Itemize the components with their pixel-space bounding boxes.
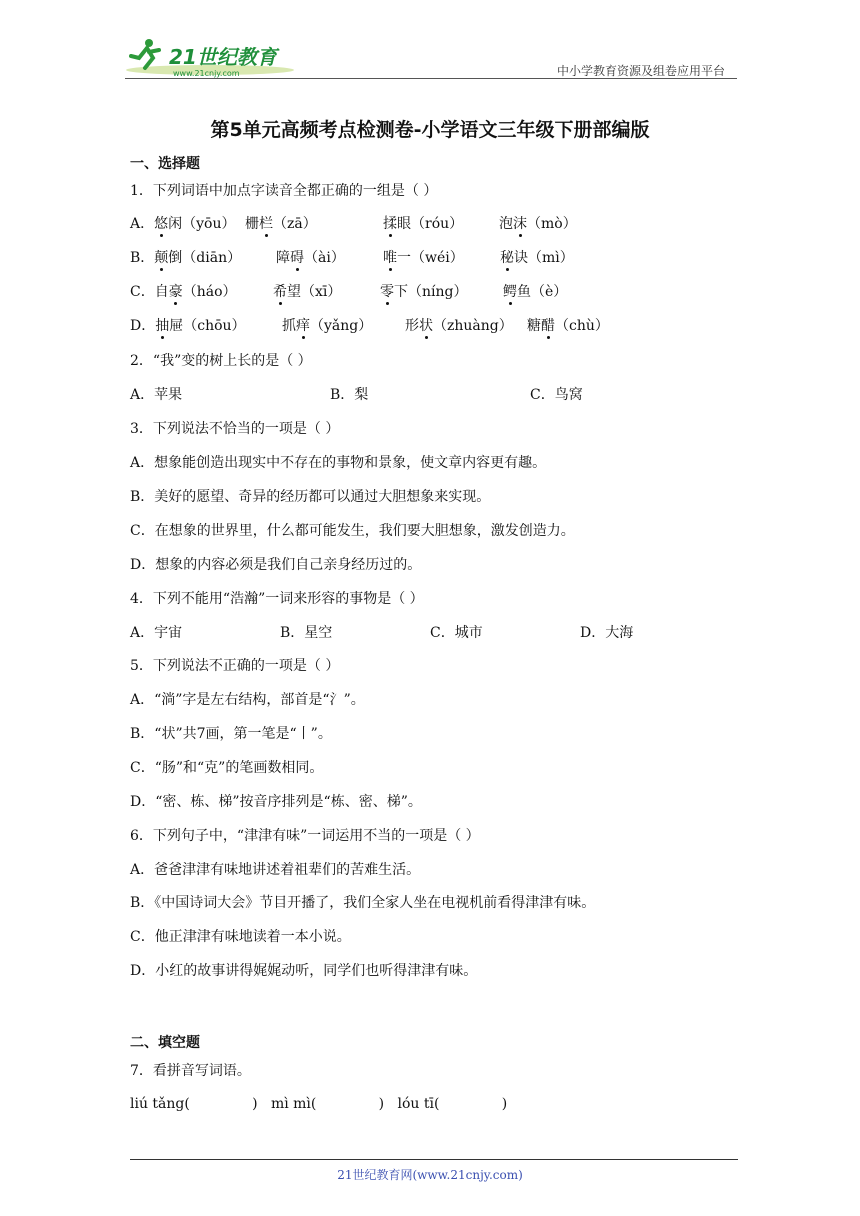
q6-option-c: C．他正津津有味地读着一本小说。 — [130, 929, 351, 945]
q3-stem: 3．下列说法不恰当的一项是（ ） — [130, 421, 340, 437]
q4-option-d: D．大海 — [580, 625, 634, 641]
q4-option-b: B．星空 — [280, 625, 333, 641]
footer-divider — [130, 1159, 738, 1160]
q4-option-a: A．宇宙 — [130, 625, 183, 641]
q1-option-c4: 鳄鱼（è） — [503, 284, 568, 300]
q6-option-b: B．《中国诗词大会》节目开播了，我们全家人坐在电视机前看得津津有味。 — [130, 895, 596, 911]
q1-option-d2: 抓痒（yǎng） — [282, 318, 373, 334]
section-choice: 一、选择题 — [130, 156, 200, 172]
q1-option-b2: 障碍（ài） — [276, 250, 345, 266]
q1-stem: 1．下列词语中加点字读音全都正确的一组是（ ） — [130, 183, 438, 199]
q1-option-d4: 糖醋（chù） — [527, 318, 609, 334]
q1-option-c1: C．自豪（háo） — [130, 284, 237, 300]
q1-option-d3: 形状（zhuàng） — [405, 318, 513, 334]
footer-text: 21世纪教育网(www.21cnjy.com) — [337, 1168, 523, 1182]
q1-option-c2: 希望（xī） — [273, 284, 342, 300]
q1-option-c3: 零下（níng） — [380, 284, 468, 300]
q6-option-d: D．小红的故事讲得娓娓动听，同学们也听得津津有味。 — [130, 963, 478, 979]
q4-stem: 4．下列不能用“浩瀚”一词来形容的事物是（ ） — [130, 591, 424, 607]
header-divider — [125, 78, 737, 79]
q2-option-c: C．鸟窝 — [530, 387, 583, 403]
q3-option-d: D．想象的内容必须是我们自己亲身经历过的。 — [130, 557, 422, 573]
q7-stem: 7．看拼音写词语。 — [130, 1063, 251, 1079]
q4-option-c: C．城市 — [430, 625, 483, 641]
q2-stem: 2．“我”变的树上长的是（ ） — [130, 353, 312, 369]
page-header — [125, 30, 737, 80]
q2-option-b: B．梨 — [330, 387, 369, 403]
section-fill: 二、填空题 — [130, 1035, 200, 1051]
q1-option-a1: A．悠闲（yōu） — [130, 216, 236, 232]
q1-option-b3: 唯一（wéi） — [383, 250, 464, 266]
q1-option-a4: 泡沫（mò） — [499, 216, 577, 232]
q5-option-b: B．“状”共7画，第一笔是“丨”。 — [130, 726, 332, 742]
q7-pinyin-line: liú tǎng( ) mì mì( ) lóu tī( ) — [130, 1096, 508, 1112]
logo-21cnjy — [125, 34, 295, 78]
page-title: 第5单元高频考点检测卷-小学语文三年级下册部编版 — [210, 119, 650, 141]
q1-option-b4: 秘诀（mì） — [500, 250, 574, 266]
logo-url: www.21cnjy.com — [173, 69, 240, 78]
q2-option-a: A．苹果 — [130, 387, 183, 403]
q5-option-a: A．“淌”字是左右结构，部首是“氵”。 — [130, 692, 365, 708]
q5-option-d: D．“密、栋、梯”按音序排列是“栋、密、梯”。 — [130, 794, 422, 810]
q1-option-b1: B．颠倒（diān） — [130, 250, 242, 266]
q3-option-b: B．美好的愿望、奇异的经历都可以通过大胆想象来实现。 — [130, 489, 491, 505]
q3-option-a: A．想象能创造出现实中不存在的事物和景象，使文章内容更有趣。 — [130, 455, 547, 471]
q3-option-c: C．在想象的世界里，什么都可能发生，我们要大胆想象，激发创造力。 — [130, 523, 575, 539]
logo-text: 21世纪教育 — [169, 45, 277, 69]
q1-option-a3: 揉眼（róu） — [383, 216, 464, 232]
q6-option-a: A．爸爸津津有味地讲述着祖辈们的苦难生活。 — [130, 862, 421, 878]
q5-stem: 5．下列说法不正确的一项是（ ） — [130, 658, 340, 674]
q6-stem: 6．下列句子中，“津津有味”一词运用不当的一项是（ ） — [130, 828, 480, 844]
q1-option-d1: D．抽屉（chōu） — [130, 318, 246, 334]
platform-name: 中小学教育资源及组卷应用平台 — [556, 64, 725, 78]
q5-option-c: C．“肠”和“克”的笔画数相同。 — [130, 760, 324, 776]
q1-option-a2: 栅栏（zā） — [245, 216, 317, 232]
